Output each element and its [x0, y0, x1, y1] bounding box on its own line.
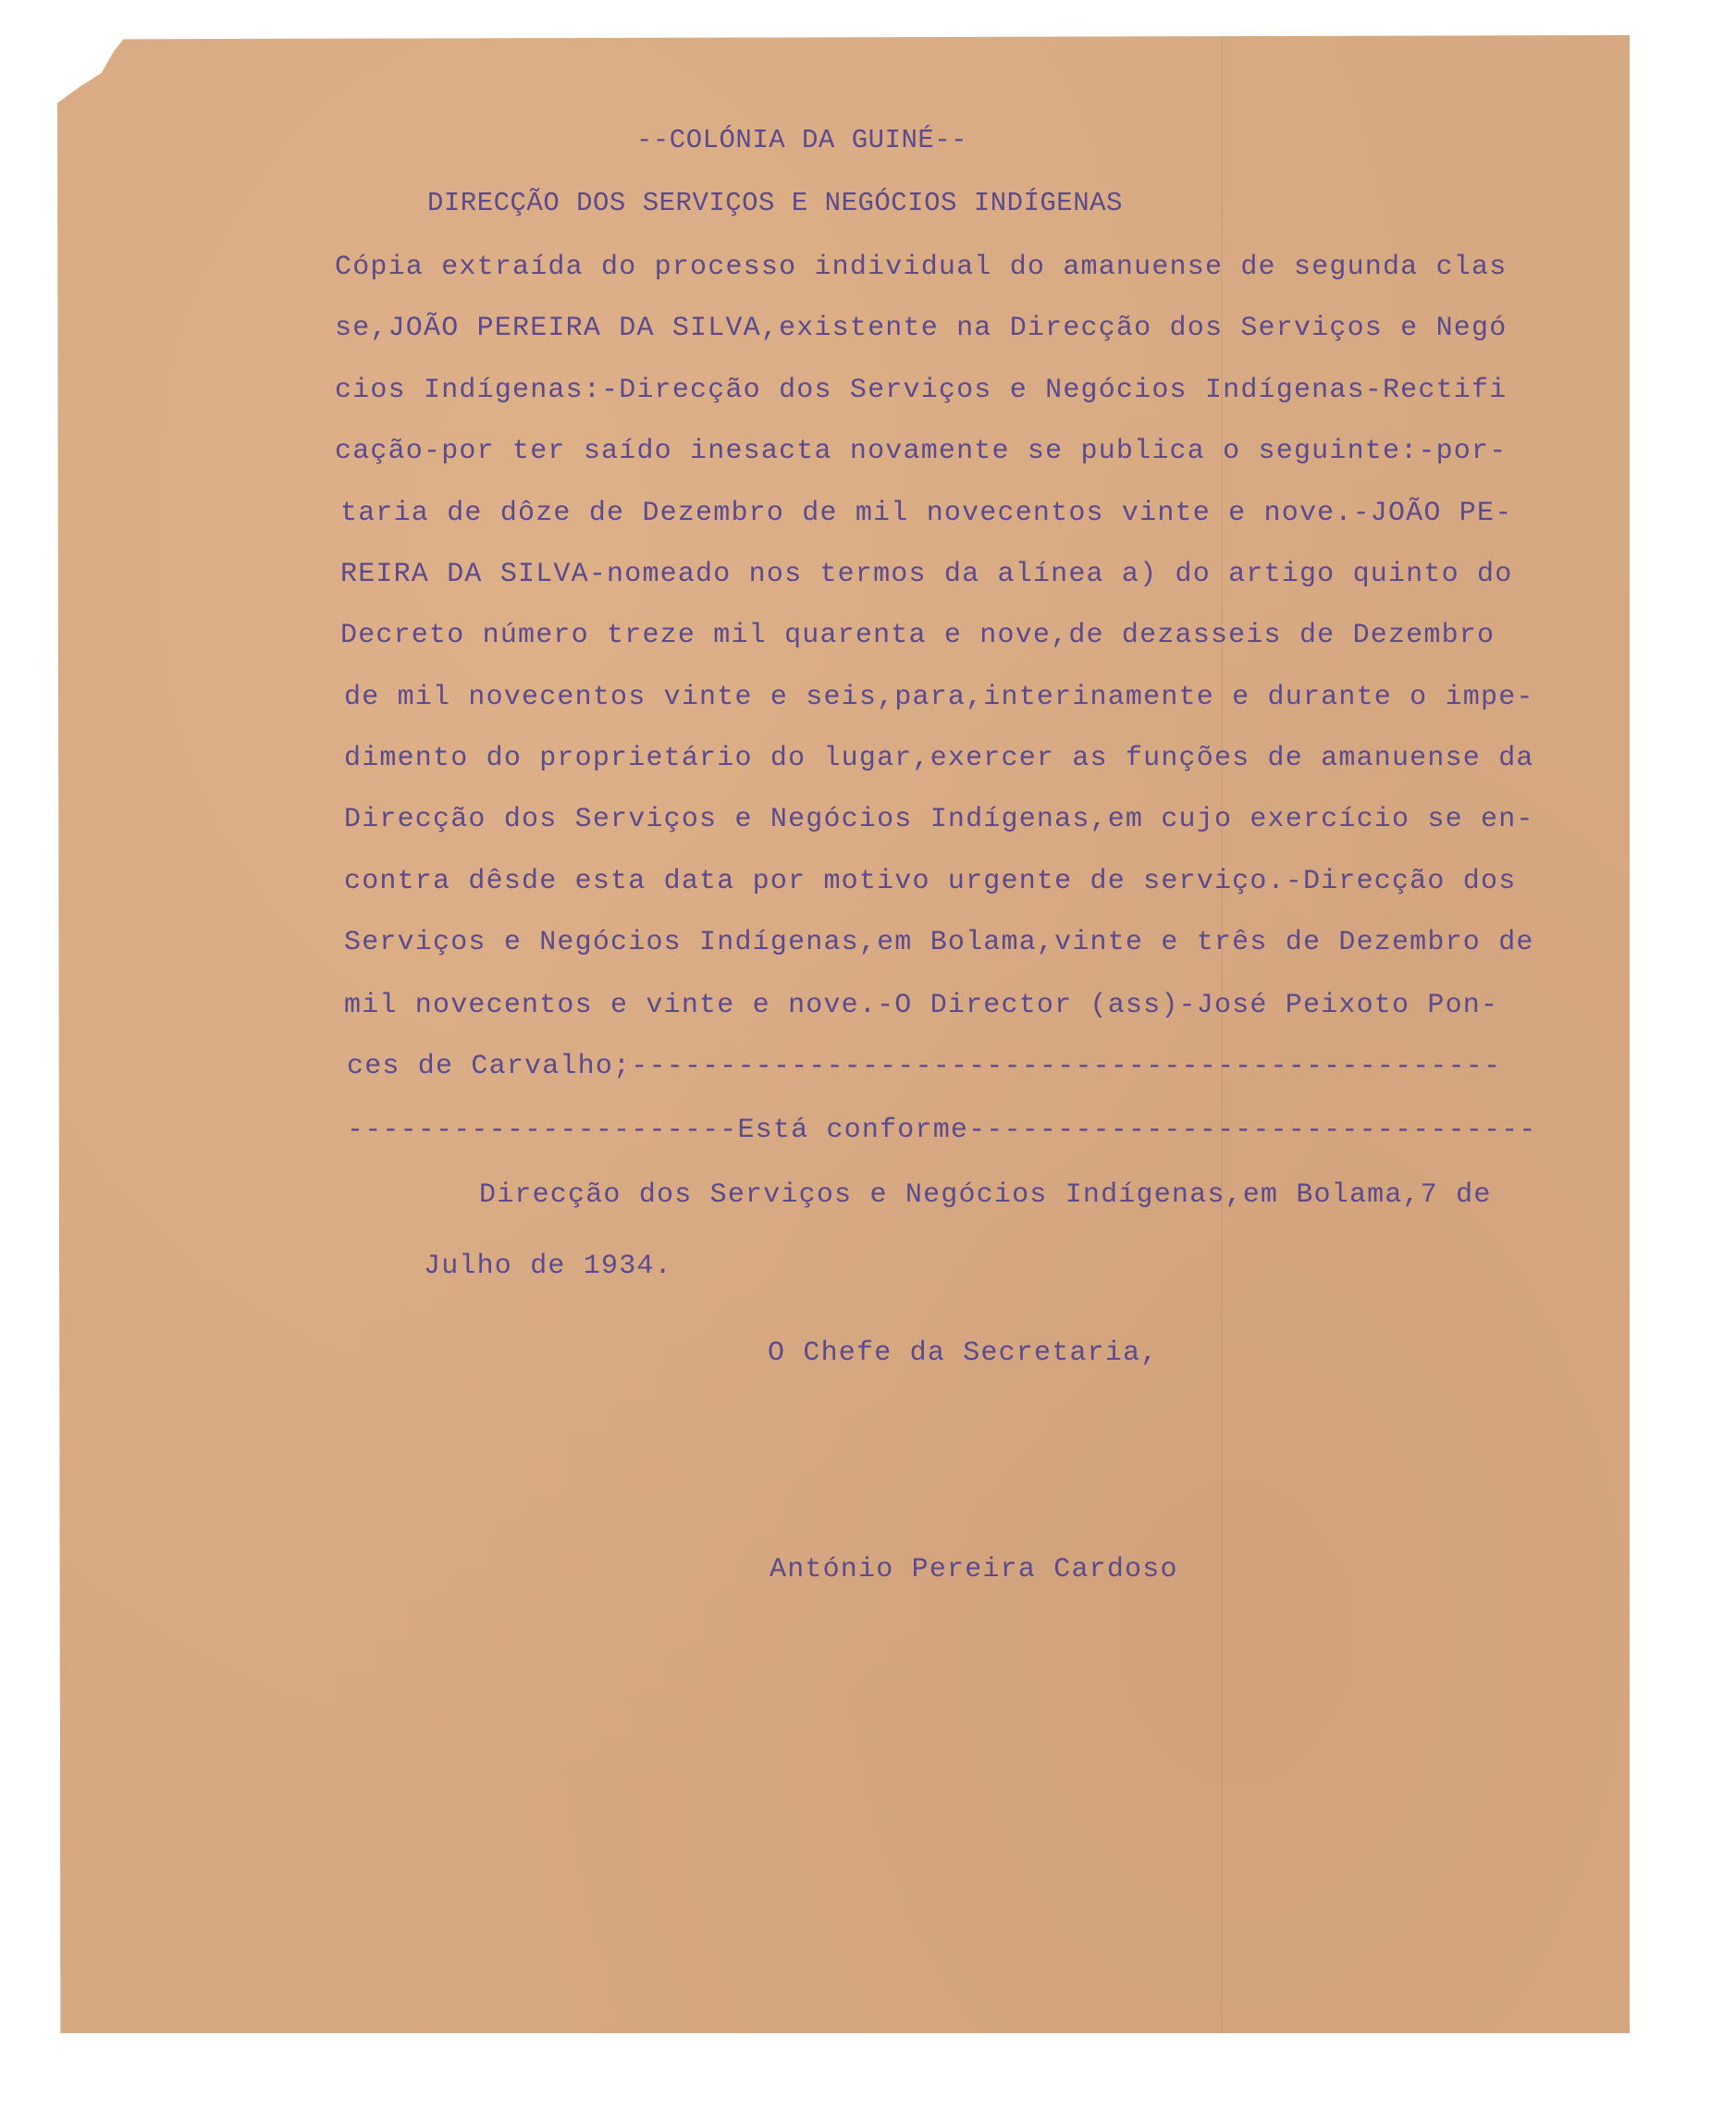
signatory-name: António Pereira Cardoso	[770, 1554, 1178, 1585]
signoff-title: O Chefe da Secretaria,	[768, 1338, 1159, 1369]
body-line: de mil novecentos vinte e seis,para,interinamente e durante o impe-	[344, 682, 1534, 713]
body-line: taria de dôze de Dezembro de mil novecentos vinte e nove.-JOÃO PE-	[340, 498, 1513, 529]
body-line: Cópia extraída do processo individual do amanuense de segunda clas	[335, 252, 1508, 283]
body-line: cação-por ter saído inesacta novamente se publica o seguinte:-por-	[335, 436, 1508, 467]
body-line: contra dêsde esta data por motivo urgente de serviço.-Direcção dos	[344, 866, 1517, 897]
body-line: Direcção dos Serviços e Negócios Indígenas,em cujo exercício se en-	[344, 804, 1534, 835]
body-line: mil novecentos e vinte e nove.-O Director (ass)-José Peixoto Pon-	[344, 990, 1499, 1021]
body-line: se,JOÃO PEREIRA DA SILVA,existente na Direcção dos Serviços e Negó	[335, 313, 1508, 344]
closing-date: Julho de 1934.	[424, 1251, 672, 1282]
directorate-heading: DIRECÇÃO DOS SERVIÇOS E NEGÓCIOS INDÍGENAS	[427, 188, 1123, 218]
body-line: REIRA DA SILVA-nomeado nos termos da alínea a) do artigo quinto do	[340, 559, 1513, 590]
body-line: cios Indígenas:-Direcção dos Serviços e Negócios Indígenas-Rectifi	[335, 375, 1508, 406]
body-line: ces de Carvalho;-------------------------------------------------	[347, 1051, 1502, 1082]
colony-heading: --COLÓNIA DA GUINÉ--	[636, 125, 968, 155]
conformity-line: ----------------------Está conforme--------------------------------	[347, 1115, 1537, 1146]
body-line: dimento do proprietário do lugar,exercer as funções de amanuense da	[344, 743, 1534, 774]
body-line: Decreto número treze mil quarenta e nove,de dezasseis de Dezembro	[340, 620, 1496, 651]
body-line: Serviços e Negócios Indígenas,em Bolama,vinte e três de Dezembro de	[344, 927, 1534, 958]
closing-line: Direcção dos Serviços e Negócios Indígenas,em Bolama,7 de	[479, 1179, 1492, 1211]
